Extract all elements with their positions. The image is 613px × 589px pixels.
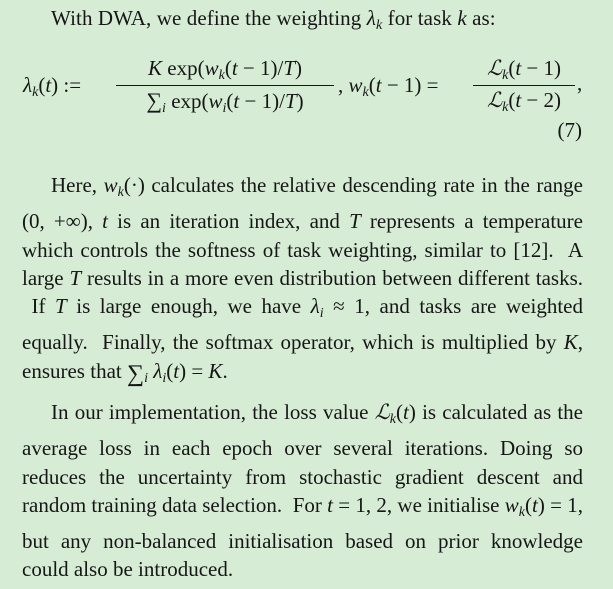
fraction-softmax-numerator: K $\exp(w_k(t - 1)/T)$ — [147, 56, 303, 83]
paragraph-2: In our implementation, the loss value ℒ$_k$(t) is calculated as the average loss in each epoch over several iterations. Doing so reduces the uncertainty from stochastic gradient descent and random training data selection. For t = 1, 2, we initialise $w_k(t) = 1$, but any non-balanced initialisation based on prior knowledge could also be introduced. — [22, 400, 583, 582]
equation-comma: , — [577, 71, 583, 95]
fraction-loss-denominator: ℒ$_k$(t − 2) — [486, 88, 562, 116]
intro-text: With DWA, we define the weighting $\lambda_k$ for task k as: — [51, 6, 496, 33]
fraction-bar — [116, 85, 334, 86]
equation-lhs: $\lambda_k(t)$ := — [23, 73, 82, 100]
fraction-loss-ratio — [473, 56, 575, 116]
fraction-loss-numerator: ℒ$_k$(t − 1) — [486, 56, 562, 83]
equation-mid: , $w_k(t - 1)$ = — [338, 73, 439, 100]
intro-label: With DWA, we define the weighting — [51, 6, 367, 30]
fraction-bar — [473, 85, 575, 86]
paragraph-1: Here, $w_k(\cdot)$ calculates the relative descending rate in the range (0, +∞), t is an iteration index, and T represents a temperature which controls the softness of task weighting, similar to [12]. A large T results in a more even distribution between different tasks. If T is large enough, we have $\lambda_i \approx 1$, and tasks are weighted equally. Finally, the softmax operator, which is multiplied by K, ensures that $\sum_i$ $\lambda_i(t) = K$. — [22, 173, 584, 387]
equation-7 — [0, 52, 613, 152]
fraction-softmax — [116, 56, 334, 117]
fraction-softmax-denominator: $\sum_i$ $\exp(w_i(t - 1)/T)$ — [146, 88, 304, 117]
equation-number: (7) — [557, 118, 582, 142]
